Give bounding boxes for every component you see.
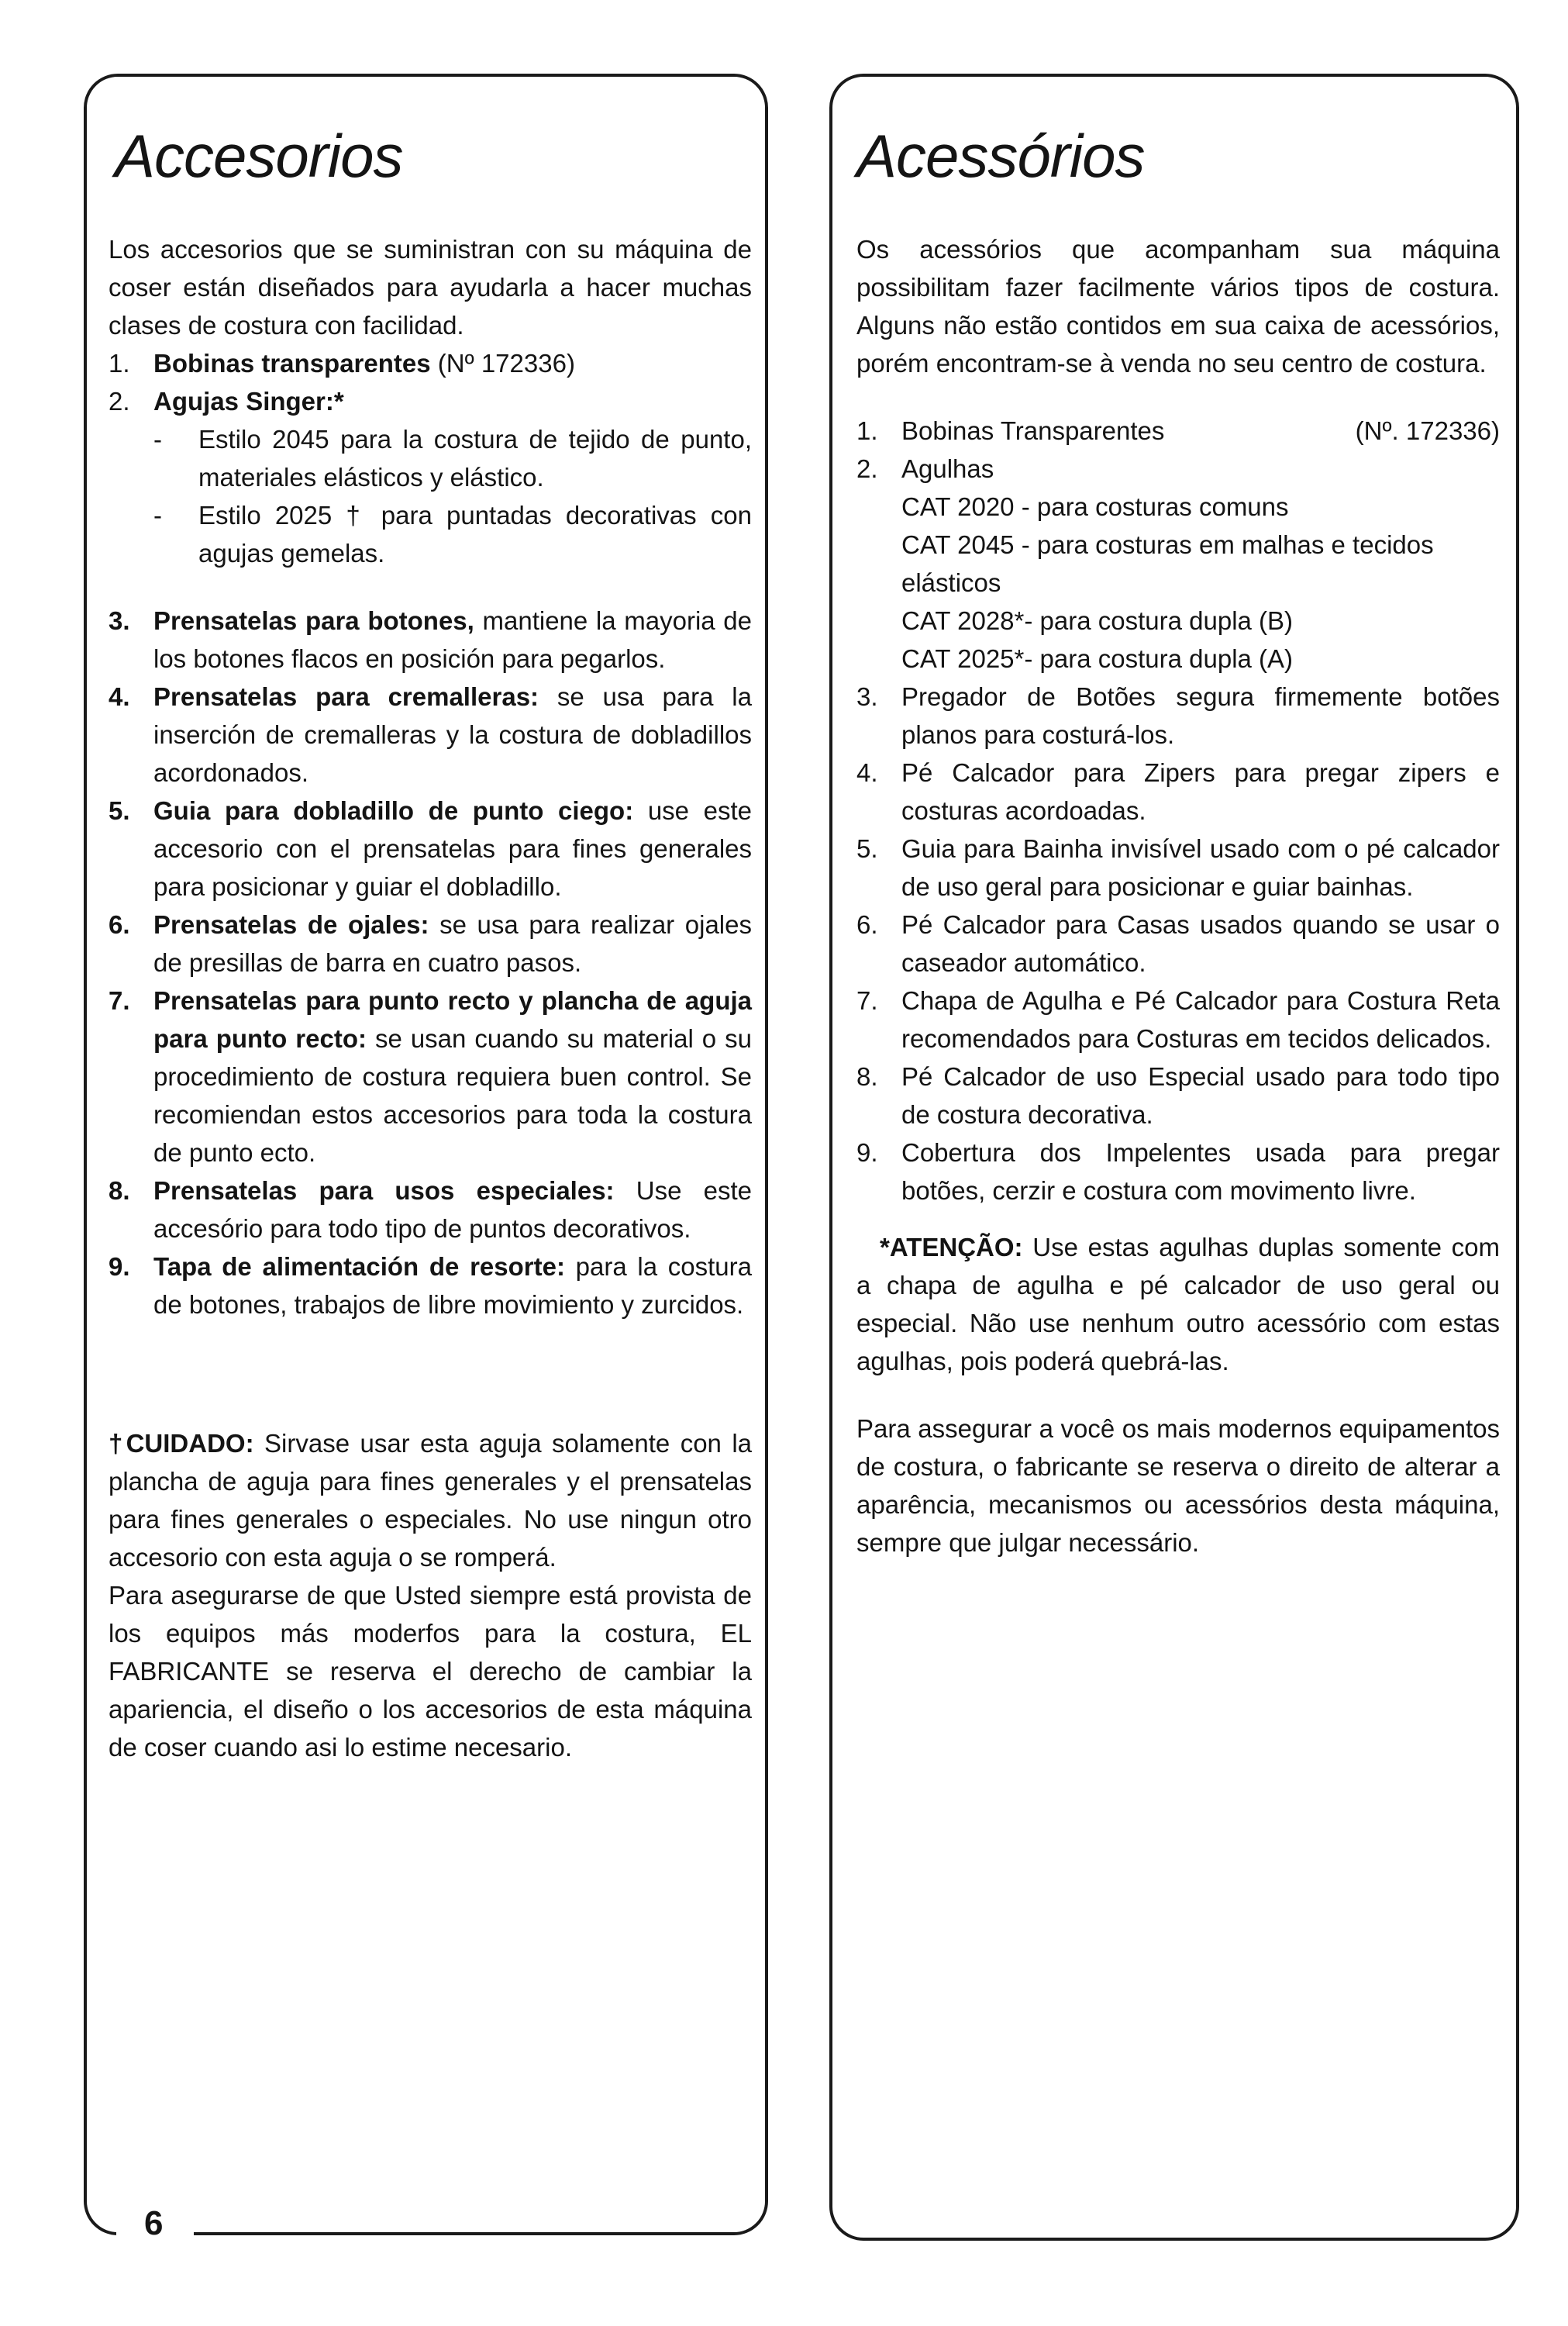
spanish-item-8: 8. Prensatelas para usos especiales: Use este accesório para todo tipo de puntos decorativos.	[109, 1176, 752, 1243]
portuguese-item-7: 7. Chapa de Agulha e Pé Calcador para Costura Reta recomendados para Costuras em tecidos delicados.	[856, 986, 1500, 1053]
portuguese-item-6: 6. Pé Calcador para Casas usados quando se usar o caseador automático.	[856, 910, 1500, 977]
portuguese-item-9: 9. Cobertura dos Impelentes usada para pregar botões, cerzir e costura com movimento livre.	[856, 1138, 1500, 1205]
portuguese-item-8: 8. Pé Calcador de uso Especial usado para todo tipo de costura decorativa.	[856, 1062, 1500, 1129]
item-label: Agujas Singer:*	[153, 387, 344, 416]
spanish-item-5: 5. Guia para dobladillo de punto ciego: use este accesorio con el prensatelas para fines generales para posicionar y guiar el dobladillo.	[109, 796, 752, 901]
portuguese-body	[856, 230, 1500, 1562]
portuguese-needle-2025: CAT 2025*- para costura dupla (A)	[901, 644, 1294, 673]
item-code: (Nº 172336)	[437, 349, 575, 378]
spanish-item-3: 3. Prensatelas para botones, mantiene la mayoria de los botones flacos en posición para pegarlos.	[109, 606, 753, 673]
spanish-intro: Los accesorios que se suministran con su máquina de coser están diseñados para ayudarla a hacer muchas clases de costura con facilidad.	[109, 235, 752, 340]
portuguese-item-5: 5. Guia para Bainha invisível usado com o pé calcador de uso geral para posicionar e guiar bainhas.	[856, 834, 1500, 901]
spanish-item-7: 7. Prensatelas para punto recto y plancha de aguja para punto recto: se usan cuando su material o su procedimiento de costura requiera buen control. Se recomiendan estos accesorios para toda la costura de punto ecto.	[109, 986, 752, 1167]
portuguese-closing: Para assegurar a você os mais modernos equipamentos de costura, o fabricante se reserva o direito de alterar a aparência, mecanismos ou acessórios desta máquina, sempre que julgar necessário.	[856, 1414, 1500, 1557]
portuguese-item-3: 3. Pregador de Botões segura firmemente botões planos para costurá-los.	[856, 682, 1500, 749]
portuguese-item-4: 4. Pé Calcador para Zipers para pregar zipers e costuras acordoadas.	[856, 758, 1500, 825]
spanish-item-9: 9. Tapa de alimentación de resorte: para la costura de botones, trabajos de libre movimiento y zurcidos.	[109, 1252, 753, 1319]
portuguese-title: Acessórios	[856, 122, 1145, 190]
portuguese-item-1: 1. Bobinas Transparentes (Nº. 172336)	[856, 416, 1500, 445]
page-number: 6	[144, 2204, 164, 2242]
spanish-closing: Para asegurarse de que Usted siempre está provista de los equipos más moderfos para la costura, EL FABRICANTE se reserva el derecho de cambiar la apariencia, el diseño o los accesorios de esta máquina de coser cuando asi lo estime necesario.	[109, 1581, 752, 1762]
caution-label: †CUIDADO:	[109, 1429, 254, 1458]
spanish-needle-2025: - Estilo 2025 † para puntadas decorativas con agujas gemelas.	[153, 501, 752, 568]
portuguese-intro: Os acessórios que acompanham sua máquina possibilitam fazer facilmente vários tipos de costura. Alguns não estão contidos em sua caixa de acessórios, porém encontram-se à venda no seu centro de costura.	[856, 235, 1500, 378]
item-label: Bobinas transparentes	[153, 349, 431, 378]
portuguese-needle-2028: CAT 2028*- para costura dupla (B)	[901, 606, 1294, 635]
spanish-body	[109, 230, 752, 1766]
attention-label: *ATENÇÃO:	[880, 1233, 1023, 1261]
spanish-item-2: 2. Agujas Singer:*	[109, 382, 752, 420]
portuguese-needle-2045: CAT 2045 - para costuras em malhas e tecidos elásticos	[901, 530, 1434, 597]
spanish-item-4: 4. Prensatelas para cremalleras: se usa para la inserción de cremalleras y la costura de dobladillos acordonados.	[109, 682, 752, 787]
spanish-caution: †CUIDADO: Sirvase usar esta aguja solamente con la plancha de aguja para fines generales y el prensatelas para fines generales o especiales. No use ningun otro accesorio con esta aguja o se romperá.	[109, 1429, 752, 1572]
spanish-item-6: 6. Prensatelas de ojales: se usa para realizar ojales de presillas de barra en cuatro pasos.	[109, 910, 752, 977]
spanish-item-1: 1. Bobinas transparentes (Nº 172336)	[109, 349, 575, 378]
portuguese-needle-2020: CAT 2020 - para costuras comuns	[901, 492, 1289, 521]
portuguese-item-2: 2. Agulhas	[856, 454, 994, 483]
spanish-title: Accesorios	[115, 122, 403, 190]
spanish-needle-2045: - Estilo 2045 para la costura de tejido de punto, materiales elásticos y elástico.	[153, 425, 752, 492]
portuguese-attention: *ATENÇÃO: Use estas agulhas duplas somente com a chapa de agulha e pé calcador de uso geral ou especial. Não use nenhum outro acessório com estas agulhas, pois poderá quebrá-las.	[856, 1233, 1501, 1375]
